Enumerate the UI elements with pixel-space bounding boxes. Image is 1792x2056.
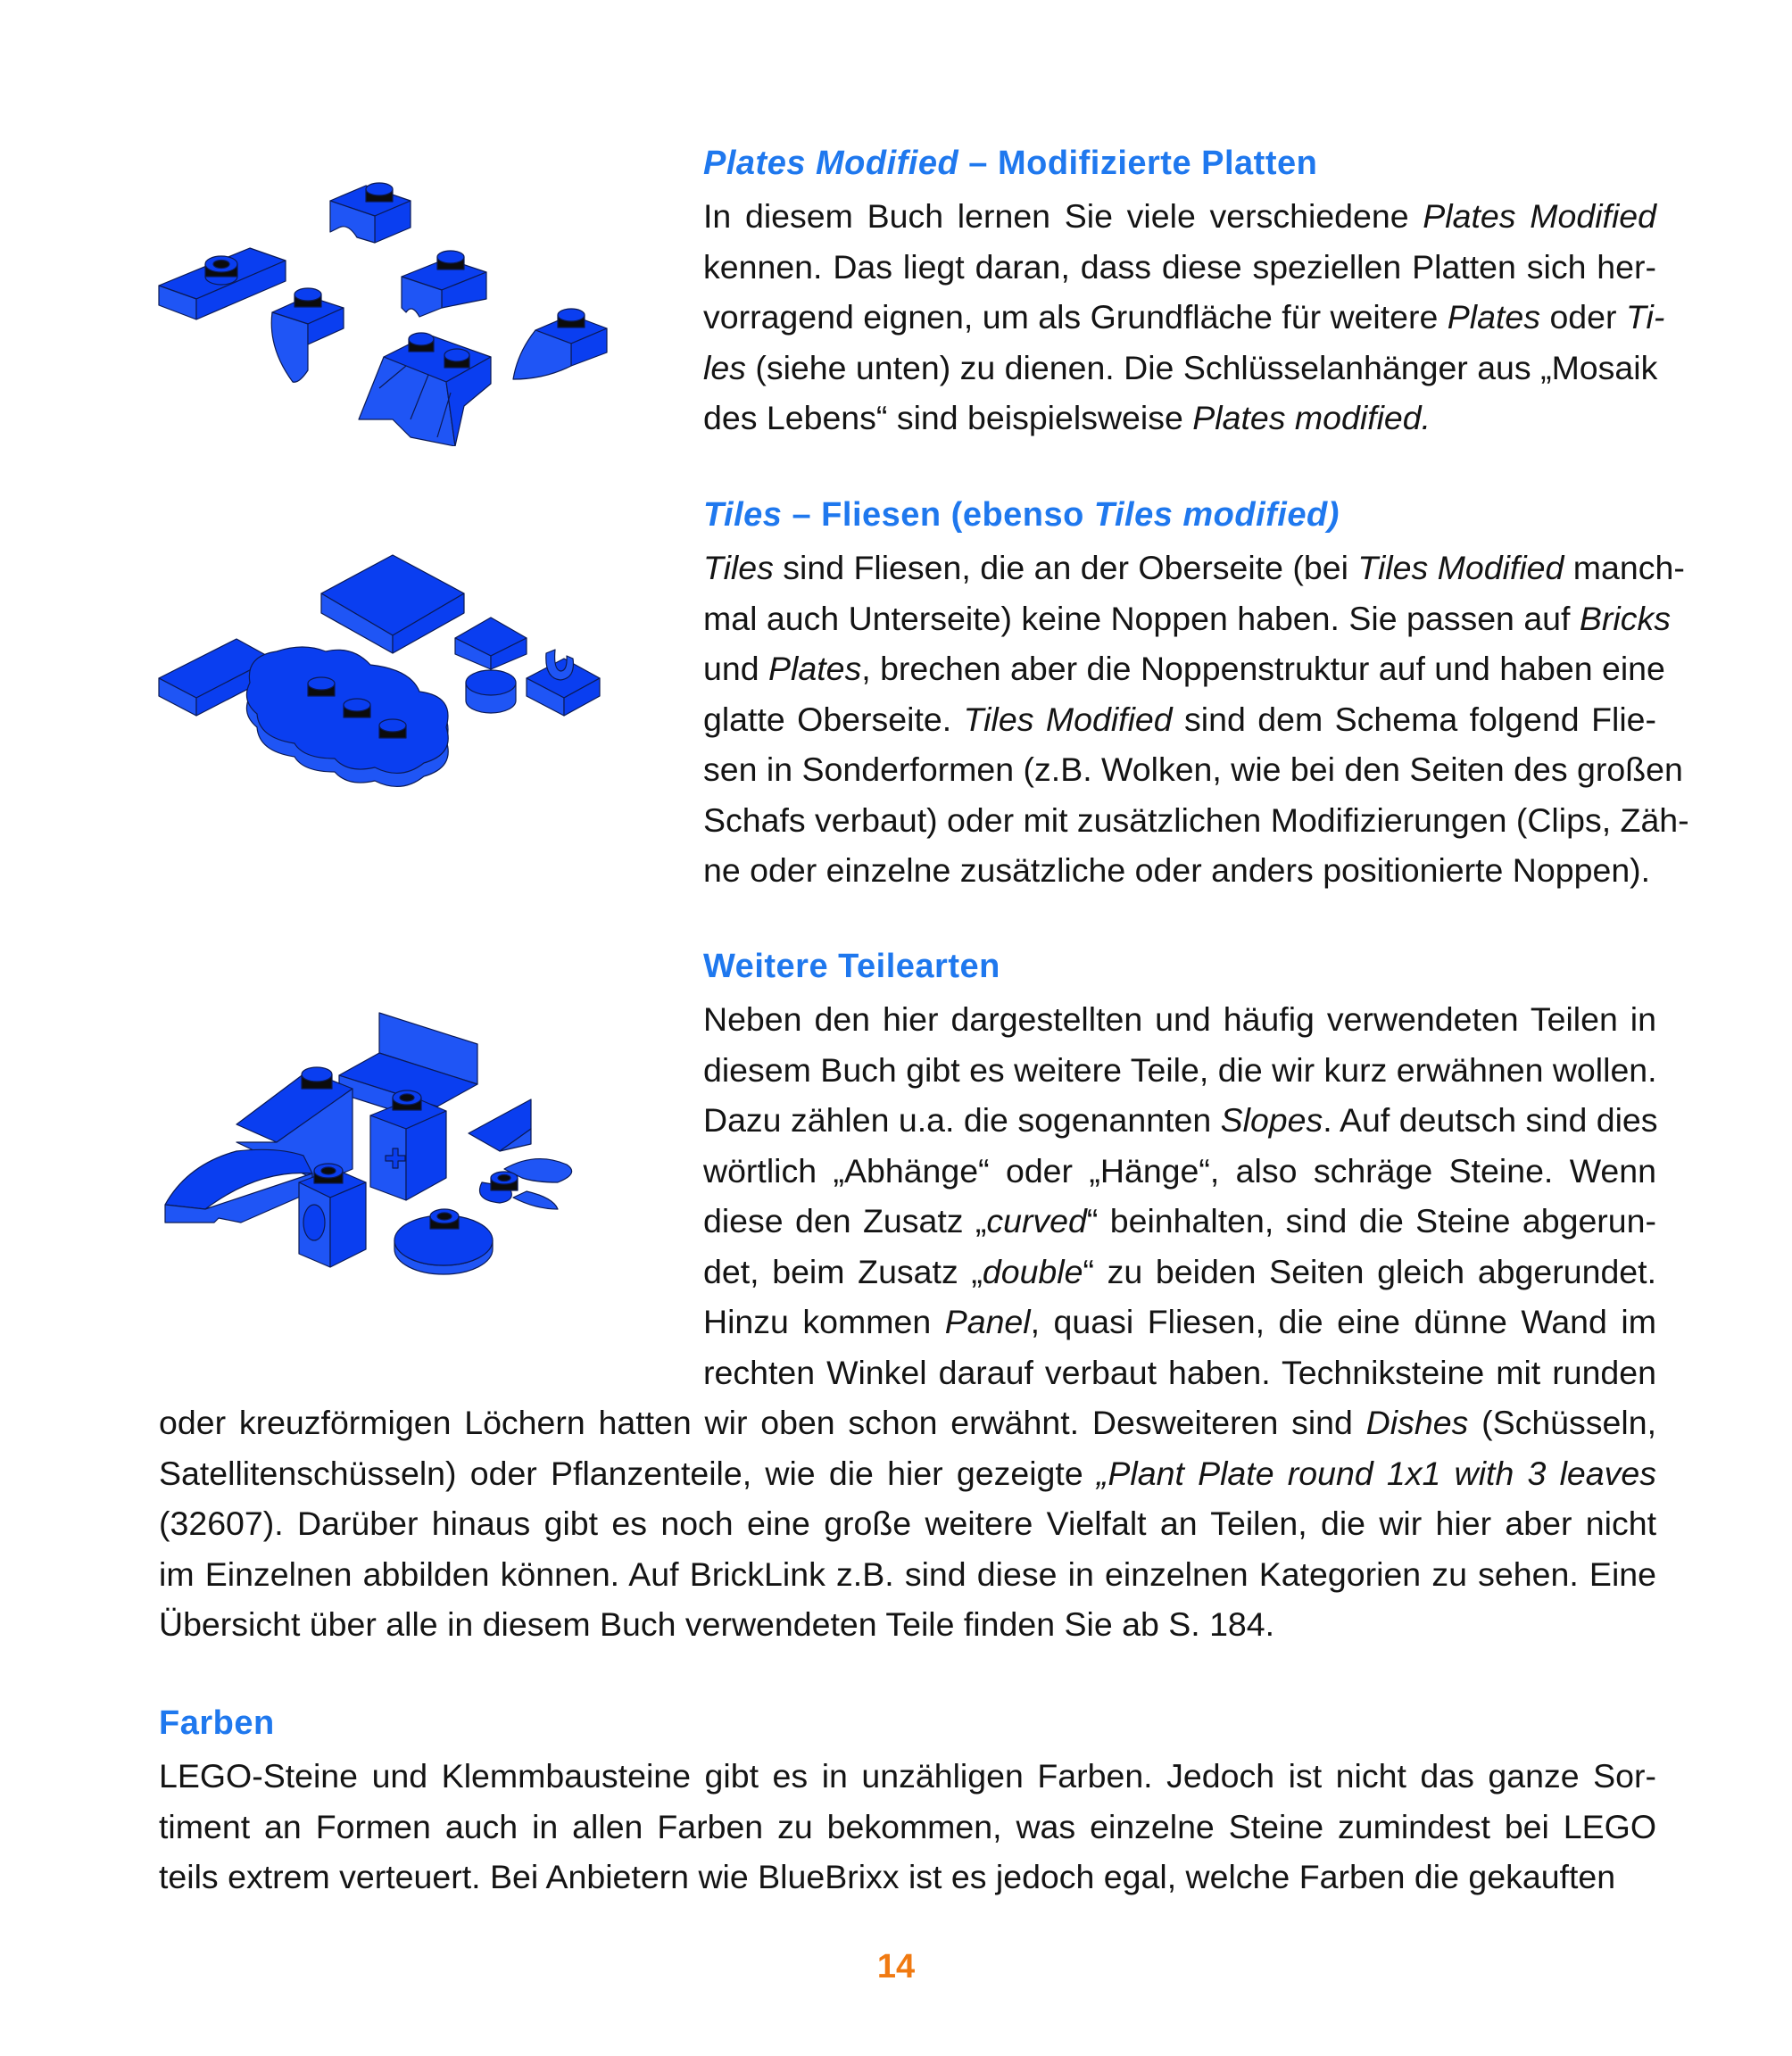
italic-term: Slopes	[1220, 1101, 1323, 1139]
text-run: mal auch Unterseite) keine Noppen haben. Sie passen auf	[703, 599, 1580, 637]
text-line	[703, 795, 1689, 846]
text-run: teils extrem verteuert. Bei Anbietern wie BlueBrixx ist es jedoch egal, welche Farben die gekauften	[159, 1858, 1616, 1895]
text-line	[703, 393, 1656, 444]
text-run: des Lebens“ sind beispielsweise	[703, 399, 1193, 436]
heading-text: – Fliesen (ebenso	[782, 496, 1094, 534]
paragraph-weitere-teilearten-full	[159, 1397, 1656, 1650]
paragraph-tiles	[703, 543, 1689, 896]
text-run: und	[703, 650, 768, 687]
italic-term: Tiles Modified	[1357, 549, 1564, 586]
italic-term: double	[982, 1252, 1083, 1290]
italic-term: Bricks	[1579, 599, 1671, 637]
text-run: (32607). Darüber hinaus gibt es noch eine große weitere Vielfalt an Teilen, die wir hier aber nicht	[159, 1505, 1656, 1542]
text-run: , quasi Fliesen, die eine dünne Wand im	[1030, 1303, 1656, 1340]
dish-illustration	[394, 1209, 493, 1274]
technic-brick-hole-illustration	[299, 1164, 366, 1267]
text-line	[703, 1146, 1656, 1197]
text-run: “ beinhalten, sind die Steine abgerun-	[1086, 1202, 1656, 1239]
text-run: sind Fliesen, die an der Oberseite (bei	[773, 549, 1358, 586]
italic-term: Plates	[768, 650, 862, 687]
rounded-tooth-plate-illustration	[513, 309, 607, 379]
tile-2x2-illustration	[321, 555, 464, 653]
jumper-plate-illustration	[159, 248, 286, 319]
italic-term: Panel	[944, 1303, 1031, 1340]
text-run: sen in Sonderformen (z.B. Wolken, wie bei den Seiten des großen	[703, 750, 1683, 788]
text-run: sind dem Schema folgend Flie-	[1172, 700, 1656, 738]
claw-plate-illustration	[359, 333, 491, 446]
figure-tiles	[152, 553, 651, 812]
heading-text: Farben	[159, 1704, 275, 1742]
text-line	[703, 994, 1656, 1045]
clip-tile-illustration	[527, 650, 600, 716]
text-line	[159, 1498, 1656, 1549]
heading-italic-2: Tiles modified)	[1093, 496, 1340, 534]
text-run: Satellitenschüsseln) oder Pflanzenteile, wie die hier gezeigte	[159, 1454, 1097, 1492]
text-line	[703, 292, 1665, 343]
text-run: , brechen aber die Noppenstruktur auf und haben eine	[861, 650, 1665, 687]
text-run: Neben den hier dargestellten und häufig verwendeten Teilen in	[703, 1000, 1656, 1038]
clip-plate-illustration	[330, 183, 411, 243]
text-run: . Auf deutsch sind dies	[1323, 1101, 1658, 1139]
clip-plate-vertical-illustration	[402, 251, 486, 317]
text-line	[159, 1549, 1656, 1600]
italic-term: Tiles	[703, 549, 774, 586]
paragraph-farben	[159, 1751, 1656, 1903]
text-run: Hinzu kommen	[703, 1303, 945, 1340]
text-run: diesem Buch gibt es weitere Teile, die wir kurz erwähnen wollen.	[703, 1050, 1657, 1089]
text-run: (siehe unten) zu dienen. Die Schlüsselanhänger aus „Mosaik	[745, 348, 1658, 386]
text-line	[159, 1397, 1656, 1448]
text-run: oder	[1540, 298, 1626, 336]
text-line	[159, 1802, 1656, 1853]
text-line	[703, 1045, 1656, 1096]
plant-plate-illustration	[480, 1159, 572, 1209]
text-run: kennen. Das liegt daran, dass diese speziellen Platten sich her-	[703, 247, 1656, 286]
text-line	[159, 1599, 1656, 1650]
text-run: vorragend eignen, um als Grundfläche für weitere	[703, 298, 1448, 336]
tooth-plate-illustration	[271, 288, 344, 382]
text-line	[703, 1095, 1656, 1146]
text-run: rechten Winkel darauf verbaut haben. Techniksteine mit runden	[703, 1353, 1656, 1391]
text-line	[703, 191, 1656, 242]
text-line	[159, 1852, 1656, 1903]
italic-term: Plates	[1447, 298, 1541, 336]
paragraph-weitere-teilearten-right	[703, 994, 1656, 1397]
italic-term: Plates modified.	[1192, 399, 1431, 436]
text-line	[703, 543, 1685, 593]
text-run: det, beim Zusatz „	[703, 1252, 983, 1290]
heading-plates-modified	[703, 145, 1317, 183]
italic-term: Tiles Modified	[963, 700, 1173, 738]
text-line	[703, 1297, 1656, 1347]
text-run: LEGO-Steine und Klemmbausteine gibt es in unzähligen Farben. Jedoch ist nicht das ganze Sor-	[159, 1757, 1656, 1795]
heading-tiles	[703, 496, 1340, 535]
heading-text: – Modifizierte Platten	[958, 145, 1318, 182]
text-line	[703, 343, 1656, 394]
italic-term: Ti-	[1625, 298, 1665, 336]
text-line	[703, 744, 1683, 795]
text-run: timent an Formen auch in allen Farben zu bekommen, was einzelne Steine zumindest bei LEGO	[159, 1807, 1656, 1845]
round-tile-illustration	[466, 670, 516, 713]
text-run: (Schüsseln,	[1468, 1404, 1656, 1441]
text-line	[703, 1196, 1656, 1247]
paragraph-plates-modified	[703, 191, 1665, 444]
text-line	[703, 643, 1665, 694]
text-run: Dazu zählen u.a. die sogenannten	[703, 1101, 1221, 1139]
text-run: manch-	[1564, 549, 1685, 586]
page-number: 14	[876, 1948, 916, 1986]
figure-weitere-teilearten	[152, 999, 651, 1276]
heading-text: Weitere Teilearten	[703, 948, 1000, 985]
text-run: diese den Zusatz „	[703, 1202, 987, 1239]
text-line	[159, 1751, 1656, 1802]
text-run: im Einzelnen abbilden können. Auf BrickLink z.B. sind diese in einzelnen Kategorien zu sehen. Eine	[159, 1554, 1656, 1593]
heading-italic: Tiles	[703, 496, 783, 534]
text-run: Übersicht über alle in diesem Buch verwendeten Teile finden Sie ab S. 184.	[159, 1605, 1275, 1643]
heading-italic: Plates Modified	[703, 145, 959, 182]
text-line	[159, 1448, 1656, 1499]
tile-1x1-illustration	[455, 618, 527, 669]
text-run: wörtlich „Abhänge“ oder „Hänge“, also schräge Steine. Wenn	[703, 1151, 1656, 1190]
cloud-tile-illustration	[246, 647, 448, 786]
text-line	[703, 694, 1656, 745]
wedge-slope-illustration	[469, 1099, 531, 1151]
text-line	[703, 1247, 1656, 1297]
heading-farben	[159, 1704, 275, 1743]
figure-plates-modified	[152, 152, 651, 446]
text-run: glatte Oberseite.	[703, 700, 964, 738]
text-run: In diesem Buch lernen Sie viele verschiedene	[703, 197, 1423, 235]
curved-slope-illustration	[165, 1149, 312, 1223]
text-line	[703, 593, 1671, 644]
text-line	[703, 845, 1656, 896]
text-line	[703, 1347, 1656, 1398]
heading-weitere-teilearten	[703, 948, 1000, 986]
text-run: ne oder einzelne zusätzliche oder anders positionierte Noppen).	[703, 851, 1651, 889]
italic-term: curved	[986, 1202, 1087, 1239]
text-run: “ zu beiden Seiten gleich abgerundet.	[1083, 1252, 1656, 1290]
text-line	[703, 242, 1656, 293]
text-run: oder kreuzförmigen Löchern hatten wir oben schon erwähnt. Desweiteren sind	[159, 1404, 1366, 1441]
italic-term: Plates Modified	[1423, 197, 1656, 235]
italic-term: „Plant Plate round 1x1 with 3 leaves	[1096, 1454, 1656, 1492]
italic-term: les	[703, 348, 746, 386]
italic-term: Dishes	[1365, 1404, 1469, 1441]
text-run: Schafs verbaut) oder mit zusätzlichen Modifizierungen (Clips, Zäh-	[703, 800, 1689, 839]
